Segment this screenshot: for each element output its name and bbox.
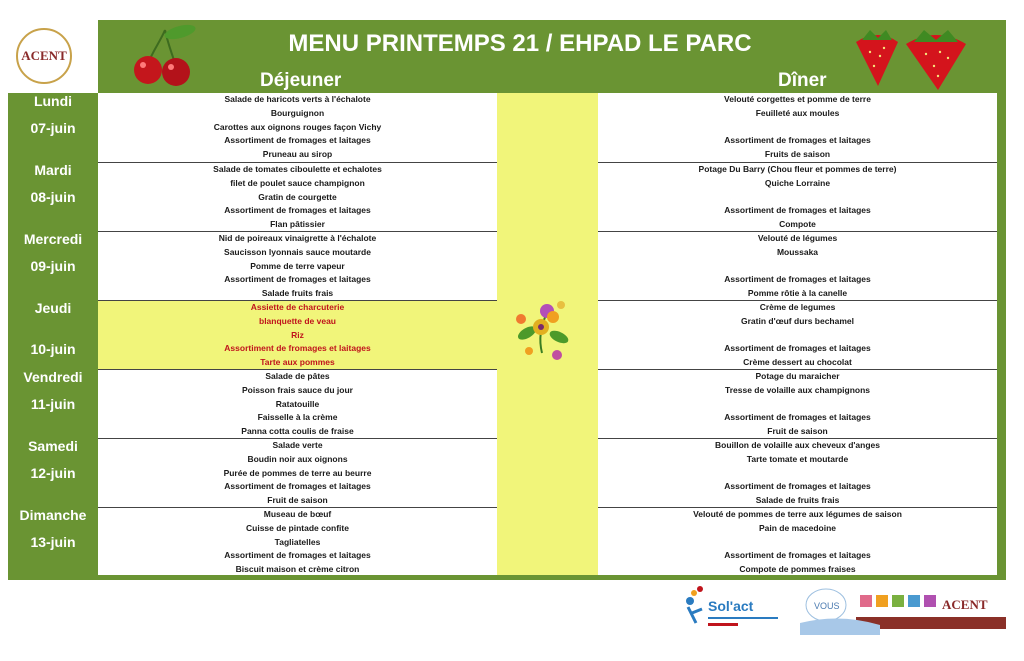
lunch-menu-item: Assiette de charcuterie (250, 302, 345, 312)
dinner-menu-item: Potage du maraicher (755, 371, 840, 381)
dinner-menu-item (598, 191, 997, 205)
acent-banner (800, 583, 1006, 639)
day-name: Jeudi (34, 300, 72, 316)
lunch-menu-item: Riz (291, 329, 304, 340)
lunch-menu-item: Assortiment de fromages et laitages (224, 135, 371, 146)
lunch-menu-item: Salade verte (272, 440, 323, 450)
strawberries-icon (848, 24, 973, 92)
day-date: 08-juin (30, 189, 76, 205)
lunch-day-block (98, 507, 497, 576)
lunch-day-block (98, 231, 497, 300)
dinner-menu-item: Tarte tomate et moutarde (746, 453, 849, 464)
lunch-menu-item: Carottes aux oignons rouges façon Vichy (213, 121, 382, 132)
dinner-menu-item: Assortiment de fromages et laitages (724, 412, 871, 423)
day-date: 13-juin (30, 534, 76, 550)
dinner-menu-item: Tresse de volaille aux champignons (724, 384, 871, 395)
lunch-day-block (98, 300, 497, 369)
dinner-menu-item: Velouté de pommes de terre aux légumes de saison (693, 509, 902, 519)
lunch-menu-item: Fruit de saison (267, 495, 328, 506)
dinner-menu-item (598, 121, 997, 135)
dinner-menu-item (598, 260, 997, 274)
lunch-menu-item: Salade de pâtes (265, 371, 330, 381)
lunch-menu-item: Museau de bœuf (263, 509, 332, 519)
lunch-menu-item: Purée de pommes de terre au beurre (223, 467, 372, 478)
solact-logo-icon (680, 583, 790, 633)
lunch-menu-item: Assortiment de fromages et laitages (224, 550, 371, 561)
flower-icon (507, 293, 577, 365)
lunch-menu-item: Flan pâtissier (270, 219, 325, 230)
day-date: 12-juin (30, 465, 76, 481)
lunch-menu-item: Tagliatelles (274, 536, 321, 547)
dinner-menu-item: Fruit de saison (767, 426, 828, 437)
lunch-menu-item: blanquette de veau (259, 315, 336, 326)
day-cell (8, 300, 98, 369)
dinner-menu-item: Assortiment de fromages et laitages (724, 481, 871, 492)
lunch-menu-item: Salade fruits frais (261, 288, 334, 299)
dinner-day-block (598, 369, 997, 438)
lunch-menu-item: Assortiment de fromages et laitages (224, 274, 371, 285)
lunch-menu-item: Pruneau au sirop (262, 149, 333, 160)
dinner-day-block (598, 507, 997, 576)
dinner-panel (598, 93, 997, 575)
lunch-menu-item: Faisselle à la crème (257, 412, 338, 423)
day-date: 07-juin (30, 120, 76, 136)
solact-text: Sol'act (708, 598, 754, 614)
dinner-menu-item: Moussaka (776, 246, 819, 257)
lunch-menu-item: Cuisse de pintade confite (246, 522, 349, 533)
dinner-menu-item: Assortiment de fromages et laitages (724, 274, 871, 285)
dinner-menu-item: Assortiment de fromages et laitages (724, 343, 871, 354)
lunch-menu-item: Biscuit maison et crème citron (235, 564, 360, 575)
acent-banner-icon (800, 583, 1006, 637)
dinner-menu-item (598, 536, 997, 550)
lunch-menu-item: Salade de tomates ciboulette et echalotes (213, 164, 382, 174)
dinner-day-block (598, 300, 997, 369)
dinner-menu-item: Assortiment de fromages et laitages (724, 550, 871, 561)
lunch-menu-item: Assortiment de fromages et laitages (224, 205, 371, 216)
dinner-menu-item (598, 467, 997, 481)
dinner-menu-item: Salade de fruits frais (755, 495, 840, 506)
lunch-day-block (98, 93, 497, 162)
dinner-menu-item: Velouté corgettes et pomme de terre (724, 94, 871, 104)
lunch-day-block (98, 438, 497, 507)
acent-banner-text: ACENT (942, 597, 988, 612)
lunch-panel (98, 93, 497, 575)
middle-strip (497, 93, 598, 575)
day-name: Lundi (33, 93, 73, 109)
dinner-menu-item (598, 398, 997, 412)
dinner-menu-item: Crème dessert au chocolat (743, 357, 852, 368)
dinner-menu-item: Potage Du Barry (Chou fleur et pommes de terre) (698, 164, 897, 174)
lunch-menu-item: filet de poulet sauce champignon (230, 177, 365, 188)
dinner-menu-item: Assortiment de fromages et laitages (724, 205, 871, 216)
day-date: 09-juin (30, 258, 76, 274)
dinner-menu-item: Compote de pommes fraises (739, 564, 856, 575)
dinner-menu-item (598, 329, 997, 343)
day-cell (8, 369, 98, 438)
page-title: MENU PRINTEMPS 21 / EHPAD LE PARC (288, 30, 752, 57)
day-cell (8, 162, 98, 231)
lunch-menu-item: Saucisson lyonnais sauce moutarde (224, 246, 371, 257)
lunch-menu-item: Tarte aux pommes (260, 357, 335, 368)
dinner-menu-item: Pain de macedoine (759, 522, 836, 533)
dinner-menu-item: Velouté de légumes (757, 233, 838, 243)
day-name: Dimanche (19, 507, 87, 523)
lunch-menu-item: Ratatouille (275, 398, 320, 409)
svg-text:VOUS: VOUS (814, 601, 840, 611)
lunch-menu-item: Pomme de terre vapeur (250, 260, 345, 271)
lunch-menu-item: Nid de poireaux vinaigrette à l'échalote (218, 233, 377, 243)
dinner-day-block (598, 438, 997, 507)
dinner-menu-item: Crème de legumes (759, 302, 836, 312)
lunch-menu-item: Salade de haricots verts à l'échalote (224, 94, 371, 104)
dinner-menu-item: Pomme rôtie à la canelle (747, 288, 848, 299)
acent-logo: ACENT (16, 28, 72, 84)
lunch-day-block (98, 162, 497, 231)
day-date: 10-juin (30, 341, 76, 357)
cherries-icon (130, 22, 200, 88)
dinner-menu-item: Feuilleté aux moules (755, 107, 840, 118)
dinner-day-block (598, 162, 997, 231)
lunch-header: Déjeuner (260, 70, 342, 91)
dinner-menu-item: Compote (779, 219, 816, 230)
dinner-menu-item: Bouillon de volaille aux cheveux d'anges (715, 440, 880, 450)
acent-logo-box (8, 20, 98, 93)
dinner-menu-item: Fruits de saison (764, 149, 831, 160)
day-cell (8, 438, 98, 507)
day-date: 11-juin (30, 396, 76, 412)
dinner-menu-item: Assortiment de fromages et laitages (724, 135, 871, 146)
lunch-menu-item: Assortiment de fromages et laitages (224, 343, 371, 354)
lunch-menu-item: Boudin noir aux oignons (247, 453, 348, 464)
day-name: Mardi (34, 162, 72, 178)
lunch-menu-item: Assortiment de fromages et laitages (224, 481, 371, 492)
dinner-day-block (598, 231, 997, 300)
dinner-header: Dîner (778, 70, 827, 91)
day-cell (8, 231, 98, 300)
day-cell (8, 93, 98, 162)
day-name: Vendredi (23, 369, 83, 385)
day-name: Mercredi (23, 231, 83, 247)
lunch-menu-item: Poisson frais sauce du jour (241, 384, 353, 395)
lunch-menu-item: Panna cotta coulis de fraise (241, 426, 354, 437)
dinner-menu-item: Quiche Lorraine (764, 177, 831, 188)
lunch-menu-item: Gratin de courgette (258, 191, 337, 202)
day-name: Samedi (28, 438, 78, 454)
dinner-day-block (598, 93, 997, 162)
solact-logo (680, 583, 790, 643)
day-cell (8, 507, 98, 576)
dinner-menu-item: Gratin d'œuf durs bechamel (740, 315, 854, 326)
lunch-day-block (98, 369, 497, 438)
lunch-menu-item: Bourguignon (270, 107, 325, 118)
